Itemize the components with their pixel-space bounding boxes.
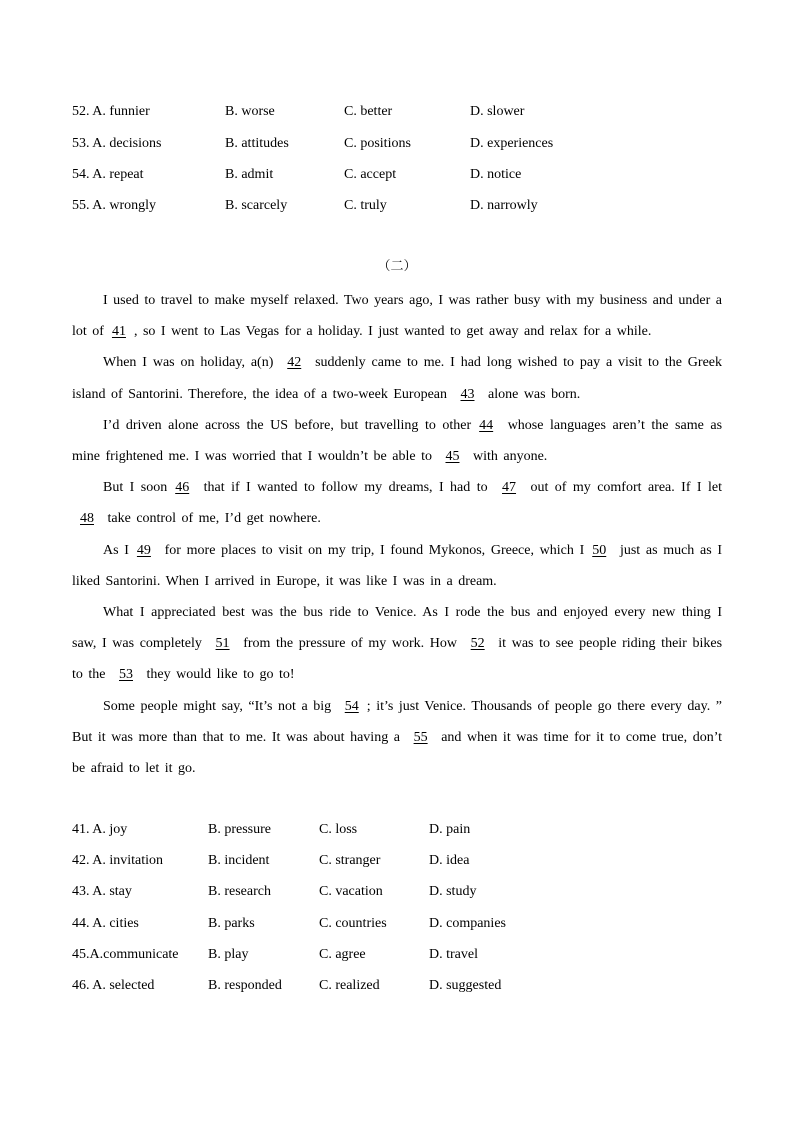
passage-text: out of my comfort area. If I let	[530, 480, 723, 496]
passage-text: they would like to go to!	[146, 667, 295, 683]
option-a: 41. A. joy	[72, 822, 128, 837]
option-b: B. research	[208, 884, 271, 899]
option-a: 53. A. decisions	[72, 136, 162, 151]
passage-text: ; it’s just Venice. Thousands of people go there every day. ” But it was more than that to me. It was about having a	[72, 698, 722, 745]
option-c: C. truly	[344, 198, 387, 213]
option-d: D. experiences	[470, 136, 554, 151]
option-c: C. agree	[319, 947, 366, 962]
passage-text: for more places to visit on my trip, I found Mykonos, Greece, which I	[164, 542, 585, 558]
option-a: 42. A. invitation	[72, 853, 163, 868]
passage-text: What I appreciated best was the bus ride to Venice. As I rode the bus and enjoyed every new thing I saw, I was completely	[72, 605, 722, 652]
paragraph-7	[72, 691, 722, 785]
option-d: D. pain	[429, 822, 471, 837]
blank-46: 46	[175, 480, 190, 496]
option-a: 44. A. cities	[72, 916, 139, 931]
option-d: D. study	[429, 884, 477, 899]
passage-text: Some people might say, “It’s not a big	[103, 698, 332, 714]
option-d: D. idea	[429, 853, 470, 868]
cloze-passage	[72, 285, 722, 784]
option-a: 45.A.communicate	[72, 947, 179, 962]
passage-text: with anyone.	[472, 449, 548, 465]
passage-text: take control of me, I’d get nowhere.	[107, 511, 321, 527]
option-c: C. realized	[319, 978, 380, 993]
passage-text: suddenly came to me. I had long wished to pay a visit to the Greek island of Santorini. Therefore, the idea of a two-week European	[72, 355, 722, 402]
option-d: D. companies	[429, 916, 506, 931]
option-b: B. attitudes	[225, 136, 289, 151]
blank-42: 42	[287, 355, 302, 371]
paragraph-5	[72, 535, 722, 597]
paragraph-1	[72, 285, 722, 347]
option-b: B. admit	[225, 167, 274, 182]
passage-text: that if I wanted to follow my dreams, I had to	[203, 480, 488, 496]
blank-55: 55	[413, 729, 428, 745]
option-b: B. play	[208, 947, 249, 962]
passage-text: it was to see people riding their bikes to the	[72, 636, 723, 683]
blank-51: 51	[215, 636, 230, 652]
blank-49: 49	[136, 542, 151, 558]
option-c: C. accept	[344, 167, 397, 182]
option-c: C. vacation	[319, 884, 383, 899]
passage-text: from the pressure of my work. How	[243, 636, 458, 652]
option-c: C. countries	[319, 916, 387, 931]
option-d: D. narrowly	[470, 198, 538, 213]
blank-41: 41	[111, 324, 126, 340]
option-c: C. loss	[319, 822, 358, 837]
blank-45: 45	[445, 449, 460, 465]
option-b: B. scarcely	[225, 198, 288, 213]
passage-text: When I was on holiday, a(n)	[103, 355, 274, 371]
option-b: B. responded	[208, 978, 282, 993]
section-title: （二）	[377, 259, 417, 274]
passage-text: I used to travel to make myself relaxed. Two years ago, I was rather busy with my business and under a lot of	[72, 293, 722, 340]
option-a: 55. A. wrongly	[72, 198, 156, 213]
passage-text: whose languages aren’t the same as mine frightened me. I was worried that I wouldn’t be able to	[72, 417, 723, 465]
passage-text: just as much as I liked Santorini. When I arrived in Europe, it was like I was in a dream.	[72, 542, 723, 589]
blank-54: 54	[344, 698, 359, 714]
option-d: D. travel	[429, 947, 478, 962]
passage-text: But I soon	[103, 480, 168, 496]
option-c: C. better	[344, 104, 393, 119]
blank-53: 53	[119, 667, 133, 683]
paragraph-2	[72, 347, 722, 409]
paragraph-3	[72, 410, 722, 472]
blank-47: 47	[502, 480, 517, 496]
passage-text: As I	[103, 542, 129, 558]
option-c: C. positions	[344, 136, 411, 151]
option-c: C. stranger	[319, 853, 381, 868]
option-a: 46. A. selected	[72, 978, 155, 993]
passage-text: and when it was time for it to come true, don’t be afraid to let it go.	[72, 729, 722, 777]
option-a: 43. A. stay	[72, 884, 132, 899]
paragraph-4	[72, 472, 722, 534]
blank-50: 50	[592, 542, 607, 558]
option-a: 52. A. funnier	[72, 104, 150, 119]
option-d: D. slower	[470, 104, 525, 119]
blank-44: 44	[479, 417, 494, 433]
option-b: B. pressure	[208, 822, 271, 837]
passage-text: I’d driven alone across the US before, but travelling to other	[103, 417, 472, 433]
blank-52: 52	[470, 636, 485, 652]
option-d: D. suggested	[429, 978, 502, 993]
option-b: B. parks	[208, 916, 255, 931]
option-b: B. worse	[225, 104, 275, 119]
blank-43: 43	[460, 386, 475, 402]
option-b: B. incident	[208, 853, 270, 868]
option-a: 54. A. repeat	[72, 167, 144, 182]
option-d: D. notice	[470, 167, 522, 182]
paragraph-6	[72, 597, 722, 691]
passage-text: , so I went to Las Vegas for a holiday. I just wanted to get away and relax for a while.	[133, 324, 652, 340]
blank-48: 48	[80, 511, 94, 527]
passage-text: alone was born.	[488, 386, 581, 402]
